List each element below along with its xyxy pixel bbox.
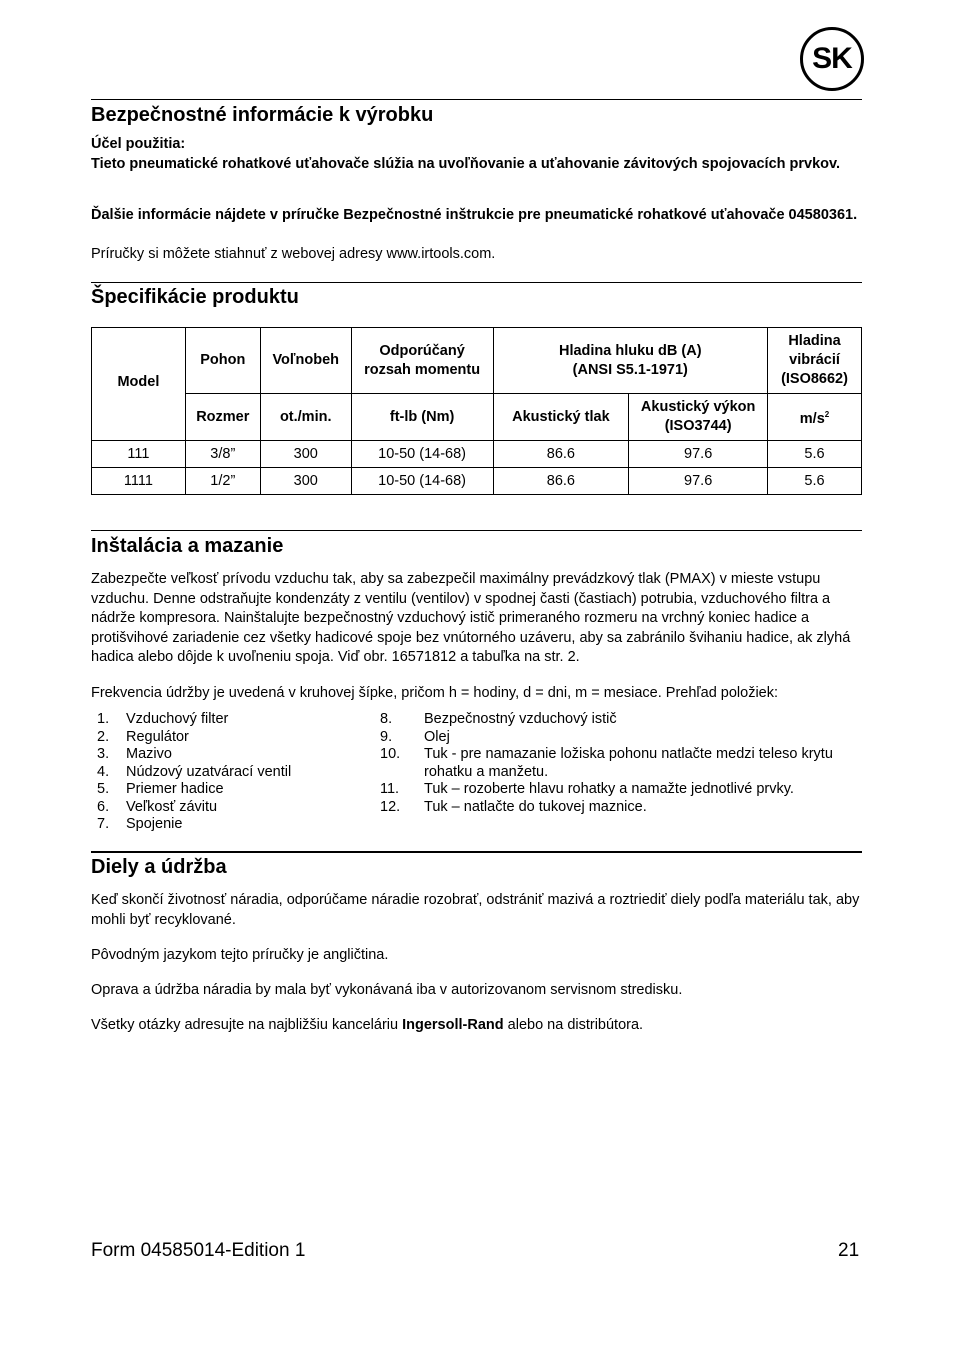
header-free-speed: Voľnobeh (260, 328, 351, 394)
cell-drive: 3/8” (185, 441, 260, 468)
cell-drive: 1/2” (185, 468, 260, 495)
form-number: Form 04585014-Edition 1 (91, 1240, 306, 1261)
cell-power: 97.6 (629, 468, 768, 495)
section-divider (91, 530, 862, 531)
list-item: 4. Núdzový uzatvárací ventil (97, 763, 292, 780)
download-text: Príručky si môžete stiahnuť z webovej adresy www.irtools.com. (91, 246, 496, 262)
header-noise (493, 328, 768, 394)
recycling-text: Keď skončí životnosť náradia, odporúčame náradie rozobrať, odstrániť mazivá a roztriediť diely podľa materiálu tak, aby mohli byť recyklované. (91, 892, 860, 928)
cell-power: 97.6 (629, 441, 768, 468)
items-list-left (97, 711, 367, 834)
list-item: 8. Bezpečnostný vzduchový istič (380, 711, 617, 727)
cell-vibration: 5.6 (768, 441, 862, 468)
contact-text: Všetky otázky adresujte na najbližšiu kanceláriu Ingersoll-Rand alebo na distribútora. (91, 1017, 644, 1033)
section-divider (91, 851, 862, 853)
header-ftlb: ft-lb (Nm) (351, 394, 493, 441)
purpose-text: Tieto pneumatické rohatkové uťahovače slúžia na uvoľňovanie a uťahovanie závitových spojovacích prvkov. (91, 156, 841, 172)
section-title-parts: Diely a údržba (91, 856, 227, 878)
table-header-row (92, 328, 862, 394)
cell-model: 1111 (92, 468, 186, 495)
brand-name: Ingersoll-Rand (402, 1017, 504, 1033)
list-item: 7. Spojenie (97, 816, 183, 832)
table-row (92, 468, 862, 495)
list-item: 12. Tuk – natlačte do tukovej maznice. (380, 798, 647, 815)
installation-text: Zabezpečte veľkosť prívodu vzduchu tak, aby sa zabezpečil maximálny prevádzkový tlak (PMAX) v mieste vstupu vzduchu. Denne odstraňujte kondenzáty z ventilu (ventilov) v spodnej časti (častiach) potrubia, vzduchového filtra a nádrže kompresora. Nainštalujte bezpečnostný vzduchový istič primeraného rozmeru na vrchný koniec hadice a protišvihové zariadenie cez všetky hadicové spoje bez vnútorného uzáveru, aby sa zabránilo švihaniu hadice, ak zlyhá hadica alebo dôjde k uvoľneniu spoja. Viď obr. 16571812 a tabuľka na str. 2. (91, 571, 851, 665)
list-item: 6. Veľkosť závitu (97, 798, 218, 815)
cell-model: 111 (92, 441, 186, 468)
header-sound-pressure: Akustický tlak (493, 394, 629, 441)
cell-pressure: 86.6 (493, 468, 629, 495)
cell-torque: 10-50 (14-68) (351, 441, 493, 468)
header-torque: Odporúčaný rozsah momentu (351, 328, 493, 394)
page-number: 21 (838, 1240, 860, 1261)
list-item: 11. Tuk – rozoberte hlavu rohatky a namažte jednotlivé prvky. (380, 781, 794, 797)
language-text: Pôvodným jazykom tejto príručky je angličtina. (91, 947, 389, 963)
section-divider (91, 282, 862, 283)
maintenance-frequency-text: Frekvencia údržby je uvedená v kruhovej šípke, pričom h = hodiny, d = dni, m = mesiace. Prehľad položiek: (91, 685, 779, 701)
header-rpm: ot./min. (260, 394, 351, 441)
purpose-heading: Účel použitia: (91, 136, 186, 152)
header-noise-standard: (ANSI S5.1-1971) (572, 361, 688, 378)
header-noise-title: Hladina hluku dB (A) (558, 342, 702, 359)
list-item: 2. Regulátor (97, 728, 189, 745)
header-ms2: $m/s^2$ (768, 394, 862, 441)
list-item: 9. Olej (380, 728, 450, 745)
list-item: 3. Mazivo (97, 746, 172, 762)
table-row (92, 441, 862, 468)
more-info-text: Ďalšie informácie nájdete v príručke Bezpečnostné inštrukcie pre pneumatické rohatkové uťahovače 04580361. (91, 207, 858, 223)
list-item: 1. Vzduchový filter (97, 711, 229, 727)
service-text: Oprava a údržba náradia by mala byť vykonávaná iba v autorizovanom servisnom stredisku. (91, 982, 683, 998)
header-sound-power: Akustický výkon (ISO3744) (629, 394, 768, 441)
cell-vibration: 5.6 (768, 468, 862, 495)
section-title-installation: Inštalácia a mazanie (91, 535, 284, 557)
cell-torque: 10-50 (14-68) (351, 468, 493, 495)
header-vibration: Hladina vibrácií (ISO8662) (768, 328, 862, 394)
list-item: 10. Tuk - pre namazanie ložiska pohonu natlačte medzi teleso krytu rohatku a manžetu. (380, 746, 833, 780)
section-divider (91, 99, 862, 100)
spec-table (91, 327, 862, 495)
cell-rpm: 300 (260, 468, 351, 495)
section-title-specs: Špecifikácie produktu (91, 286, 299, 308)
cell-pressure: 86.6 (493, 441, 629, 468)
header-size: Rozmer (185, 394, 260, 441)
language-badge: SK (800, 27, 864, 91)
header-model: Model (92, 328, 186, 441)
cell-rpm: 300 (260, 441, 351, 468)
header-drive: Pohon (185, 328, 260, 394)
section-title-safety: Bezpečnostné informácie k výrobku (91, 104, 434, 126)
table-subheader-row (92, 394, 862, 441)
items-list-right (380, 711, 862, 816)
list-item: 5. Priemer hadice (97, 781, 224, 797)
